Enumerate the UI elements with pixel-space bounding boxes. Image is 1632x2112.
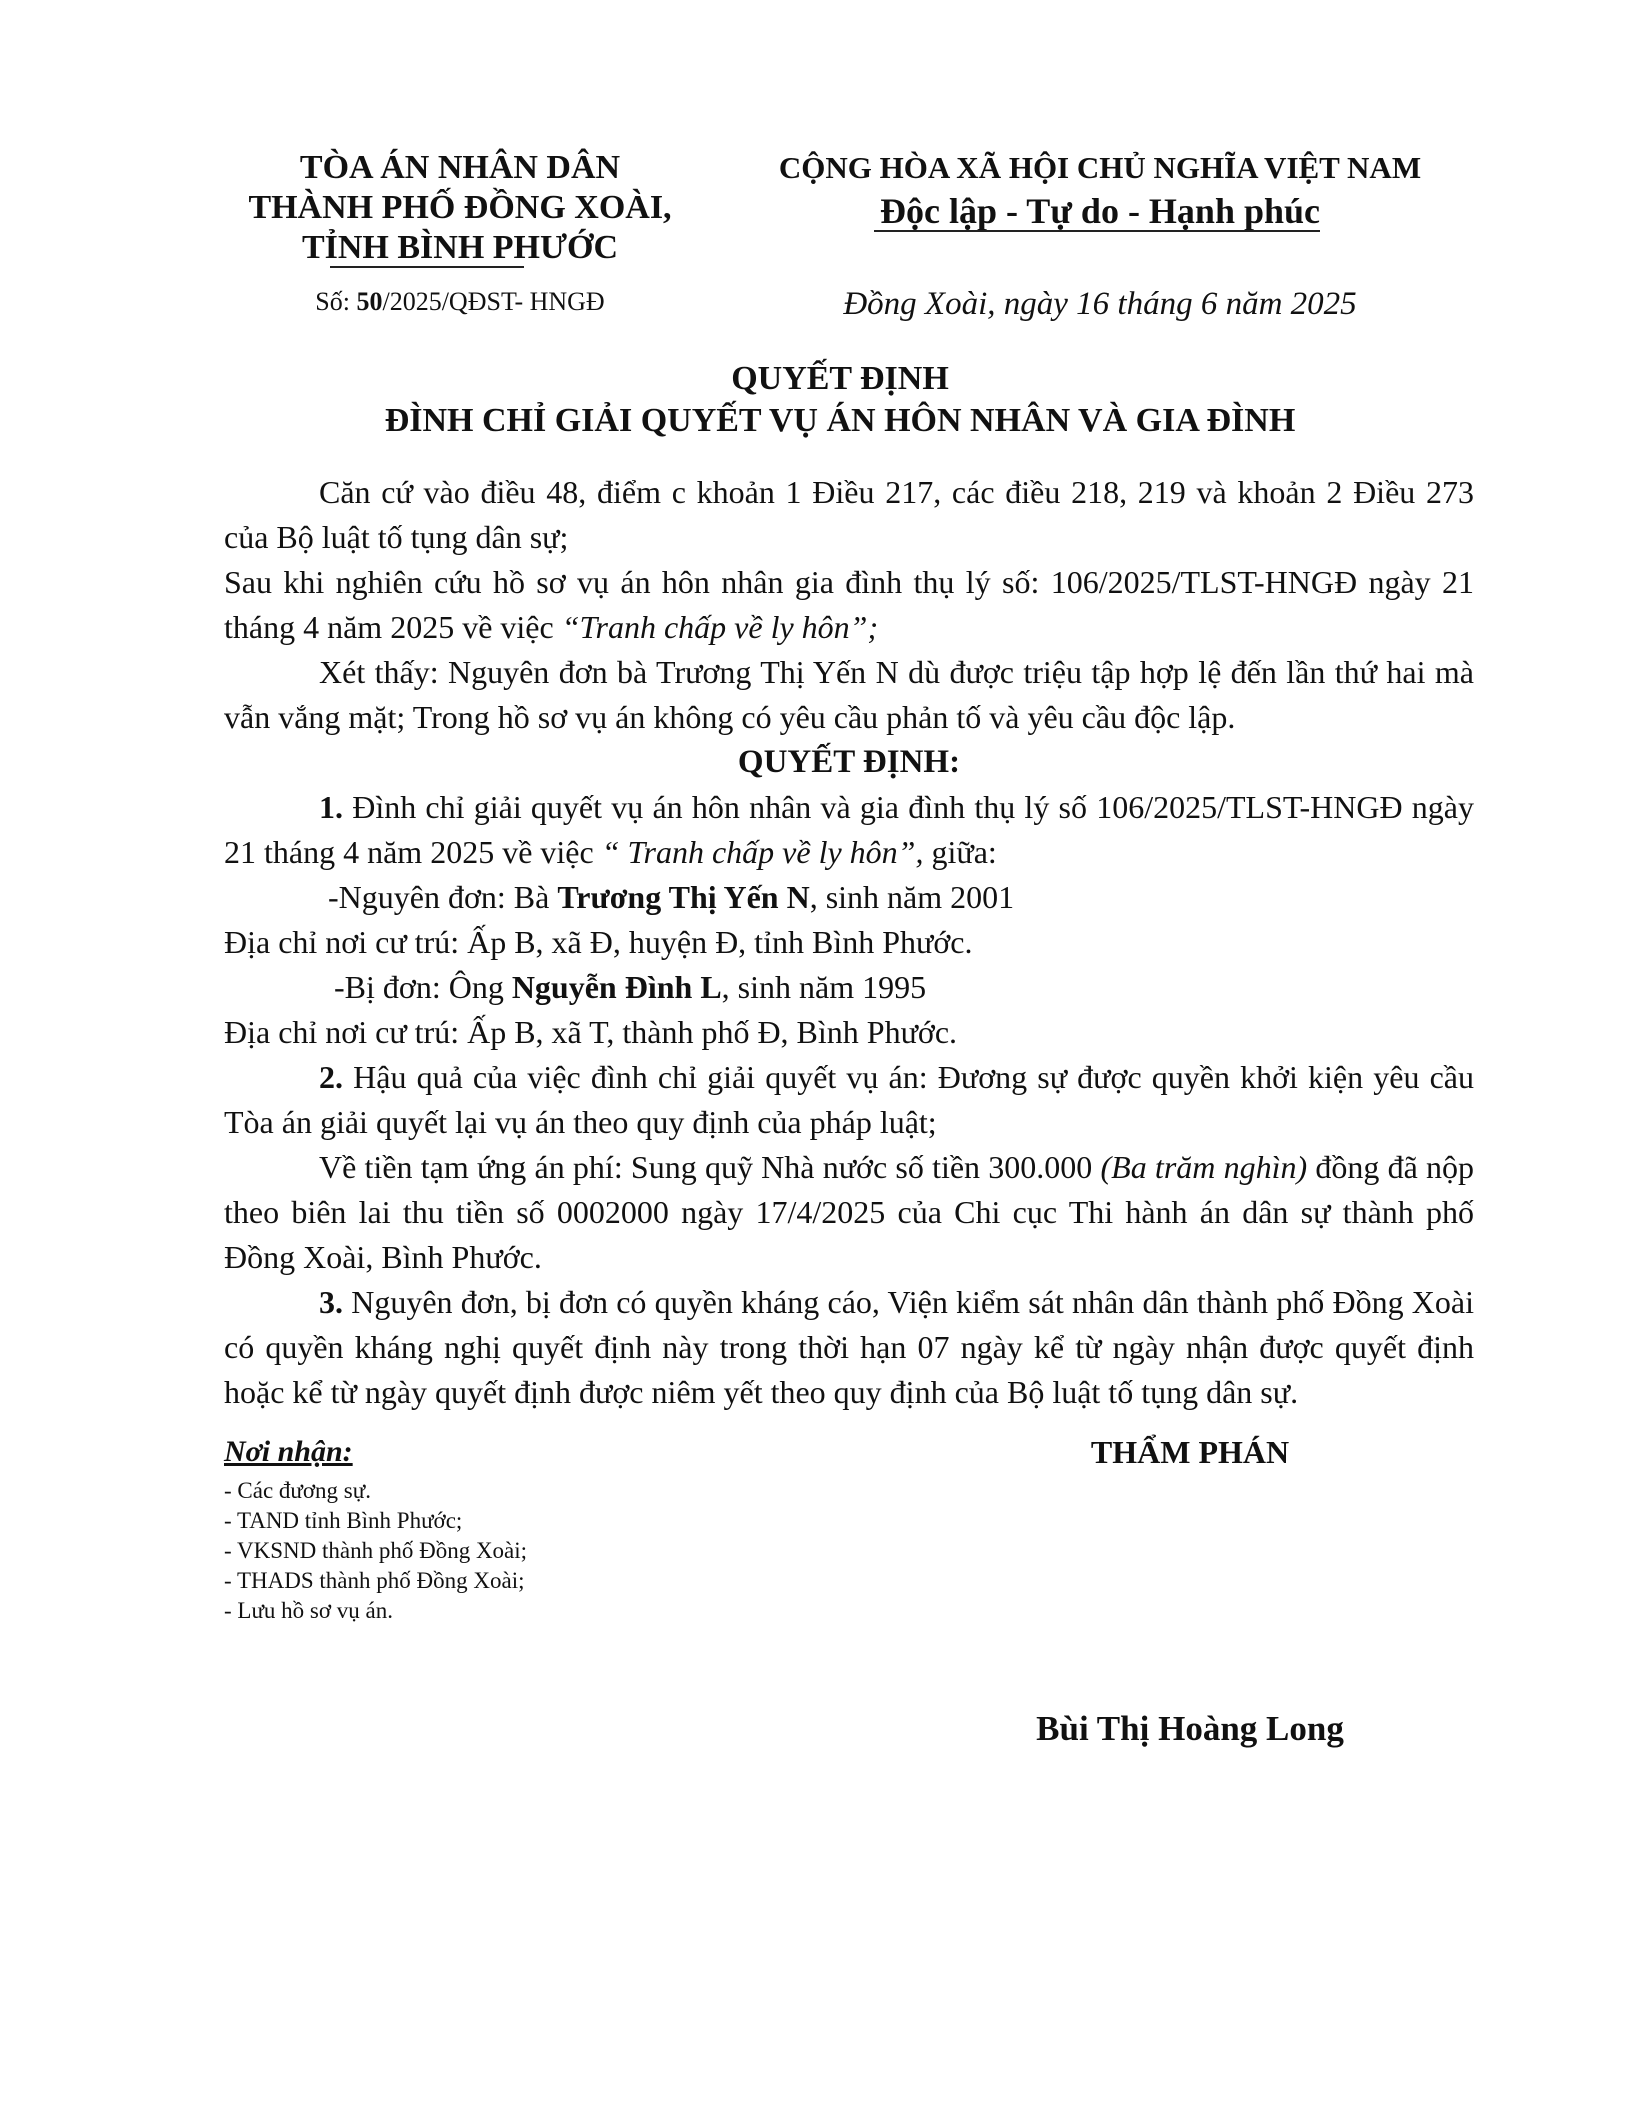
court-name — [200, 148, 720, 268]
title-line-1: QUYẾT ĐỊNH — [731, 360, 949, 397]
considering-paragraph: Xét thấy: Nguyên đơn bà Trương Thị Yến N dù được triệu tập hợp lệ đến lần thứ hai mà vẫn vắng mặt; Trong hồ sơ vụ án không có yêu cầu phản tố và yêu cầu độc lập. — [224, 654, 1474, 735]
item-number: 1. — [319, 789, 343, 825]
court-line: THÀNH PHỐ ĐỒNG XOÀI, — [248, 189, 672, 226]
nation-name: CỘNG HÒA XÃ HỘI CHỦ NGHĨA VIỆT NAM — [778, 150, 1422, 185]
recipients-list — [224, 1476, 824, 1626]
decision-item-1 — [224, 785, 1474, 875]
item3-text: Nguyên đơn, bị đơn có quyền kháng cáo, Viện kiểm sát nhân dân thành phố Đồng Xoài có quyền kháng nghị quyết định này trong thời hạn 07 ngày kể từ ngày nhận được quyết định hoặc kể từ ngày quyết định được niêm yết theo quy định của Bộ luật tố tụng dân sự. — [224, 1284, 1474, 1410]
basis2-case: “Tranh chấp về ly hôn”; — [561, 609, 879, 645]
court-line: TỈNH BÌNH PHƯỚC — [301, 229, 619, 266]
national-header — [760, 148, 1440, 234]
title-line-2: ĐÌNH CHỈ GIẢI QUYẾT VỤ ÁN HÔN NHÂN VÀ GIA ĐÌNH — [384, 402, 1296, 439]
plaintiff-birth: , sinh năm 2001 — [809, 879, 1015, 915]
recipient-item: - Lưu hồ sơ vụ án. — [224, 1596, 824, 1626]
doc-number-value: 50 — [356, 287, 383, 316]
legal-basis-1: Căn cứ vào điều 48, điểm c khoản 1 Điều 217, các điều 218, 219 và khoản 2 Điều 273 của Bộ luật tố tụng dân sự; — [224, 474, 1474, 555]
plaintiff-label: -Nguyên đơn: Bà — [328, 879, 558, 915]
recipient-item: - THADS thành phố Đồng Xoài; — [224, 1566, 824, 1596]
defendant-line — [224, 965, 1474, 1010]
defendant-address: Địa chỉ nơi cư trú: Ấp B, xã T, thành phố Đ, Bình Phước. — [224, 1014, 958, 1050]
basis2-text: Sau khi nghiên cứu hồ sơ vụ án hôn nhân gia đình thụ lý số: 106/2025/TLST-HNGĐ ngày 21 tháng 4 năm 2025 về việc — [224, 564, 1474, 645]
defendant-birth: , sinh năm 1995 — [721, 969, 927, 1005]
place-date: Đồng Xoài, ngày 16 tháng 6 năm 2025 — [843, 286, 1357, 322]
court-line: TÒA ÁN NHÂN DÂN — [299, 149, 621, 186]
judge-name: Bùi Thị Hoàng Long — [1036, 1709, 1344, 1748]
motto-underline — [874, 230, 1320, 232]
plaintiff-name: Trương Thị Yến N — [557, 879, 810, 915]
fee-amount-words: (Ba trăm nghìn) — [1100, 1149, 1308, 1185]
fee-text-1: Về tiền tạm ứng án phí: Sung quỹ Nhà nước số tiền 300.000 — [319, 1149, 1101, 1185]
document-title — [220, 358, 1460, 442]
defendant-label: -Bị đơn: Ông — [334, 969, 512, 1005]
recipients-block — [224, 1432, 824, 1626]
document-body — [224, 470, 1474, 1415]
decision-item-2 — [224, 1055, 1474, 1145]
court-underline — [330, 266, 524, 268]
item1-end: giữa: — [923, 834, 997, 870]
national-motto: Độc lập - Tự do - Hạnh phúc — [879, 191, 1321, 231]
document-number — [200, 285, 720, 319]
doc-number-suffix: /2025/QĐST- HNGĐ — [382, 287, 605, 316]
item-number: 3. — [319, 1284, 343, 1320]
legal-basis-2 — [224, 560, 1474, 650]
item2-text: Hậu quả của việc đình chỉ giải quyết vụ án: Đương sự được quyền khởi kiện yêu cầu Tòa án giải quyết lại vụ án theo quy định của pháp luật; — [224, 1059, 1474, 1140]
recipients-title: Nơi nhận: — [224, 1435, 353, 1468]
item1-case: “ Tranh chấp về ly hôn”, — [601, 834, 924, 870]
plaintiff-line — [224, 875, 1474, 920]
recipient-item: - TAND tỉnh Bình Phước; — [224, 1506, 824, 1536]
plaintiff-address: Địa chỉ nơi cư trú: Ấp B, xã Đ, huyện Đ, tỉnh Bình Phước. — [224, 924, 973, 960]
item-number: 2. — [319, 1059, 343, 1095]
decision-heading: QUYẾT ĐỊNH: — [737, 744, 961, 780]
judge-title: THẨM PHÁN — [1090, 1434, 1290, 1470]
recipient-item: - Các đương sự. — [224, 1476, 824, 1506]
decision-item-3 — [224, 1280, 1474, 1415]
item1-text: Đình chỉ giải quyết vụ án hôn nhân và gia đình thụ lý số 106/2025/TLST-HNGĐ ngày 21 tháng 4 năm 2025 về việc — [224, 789, 1474, 870]
court-fee-paragraph — [224, 1145, 1474, 1280]
defendant-name: Nguyễn Đình L — [511, 969, 722, 1005]
fee-text-2: đồng đã nộp theo biên lai thu tiền số 0002000 ngày 17/4/2025 của Chi cục Thi hành án dân sự thành phố Đồng Xoài, Bình Phước. — [224, 1149, 1475, 1275]
doc-number-prefix: Số: — [315, 287, 357, 316]
recipient-item: - VKSND thành phố Đồng Xoài; — [224, 1536, 824, 1566]
